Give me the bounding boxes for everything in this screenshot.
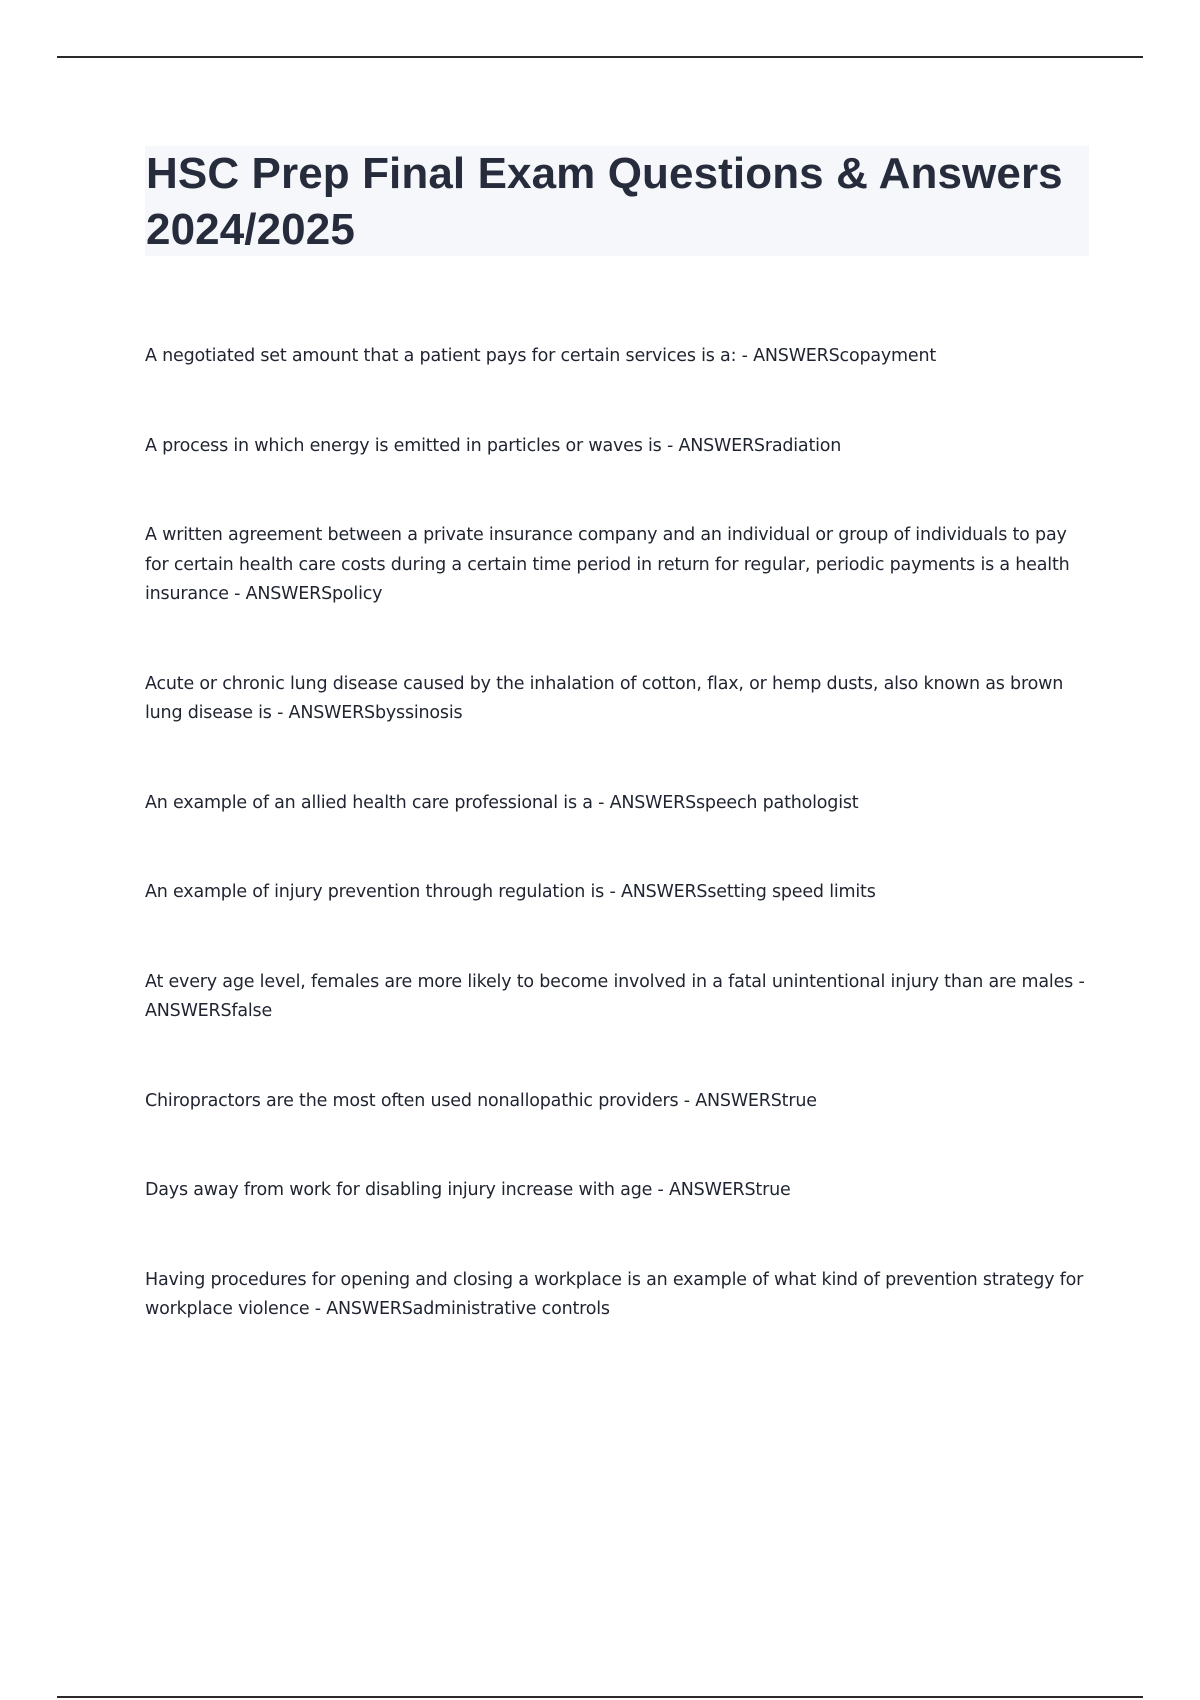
qa-item: Days away from work for disabling injury increase with age - ANSWERStrue <box>145 1180 791 1200</box>
qa-item: A negotiated set amount that a patient pays for certain services is a: - ANSWERScopayment <box>145 346 937 366</box>
qa-item: Acute or chronic lung disease caused by the inhalation of cotton, flax, or hemp dusts, also known as brown lung disease is - ANSWERSbyssinosis <box>145 673 1064 723</box>
qa-item: Chiropractors are the most often used nonallopathic providers - ANSWERStrue <box>145 1090 817 1111</box>
qa-item: Having procedures for opening and closing a workplace is an example of what kind of prevention strategy for workplace violence - ANSWERSadministrative controls <box>145 1269 1084 1319</box>
document-title: HSC Prep Final Exam Questions & Answers 2024/2025 <box>146 149 1063 254</box>
header-rule <box>57 56 1143 58</box>
title-block <box>145 146 1089 256</box>
qa-item: At every age level, females are more likely to become involved in a fatal unintentional injury than are males - ANSWERSfalse <box>145 971 1085 1021</box>
qa-item: An example of injury prevention through regulation is - ANSWERSsetting speed limits <box>145 882 876 902</box>
footer-rule <box>57 1696 1143 1698</box>
qa-item: An example of an allied health care professional is a - ANSWERSspeech pathologist <box>145 792 859 813</box>
qa-item: A written agreement between a private insurance company and an individual or group of individuals to pay for certain health care costs during a certain time period in return for regular, periodic payments is a health insurance - ANSWERSpolicy <box>145 525 1070 604</box>
qa-list <box>145 342 1095 1385</box>
qa-item: A process in which energy is emitted in particles or waves is - ANSWERSradiation <box>145 435 842 456</box>
